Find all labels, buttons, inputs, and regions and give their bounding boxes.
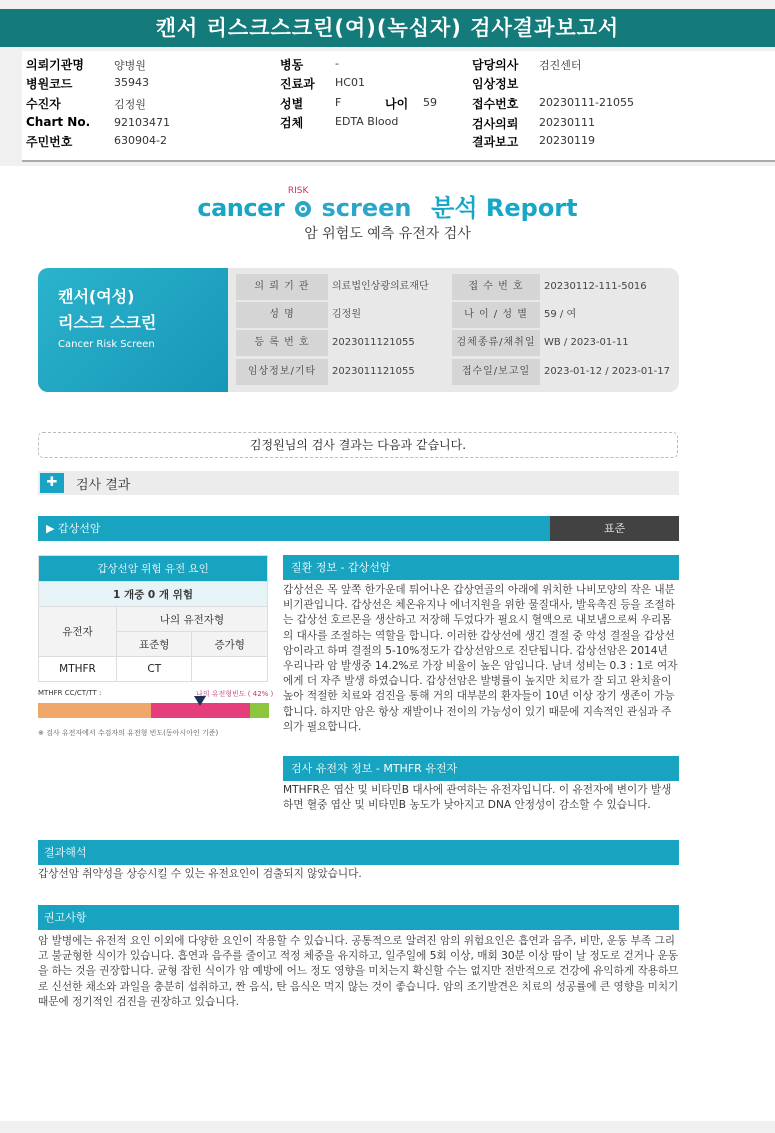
info-row	[38, 302, 679, 328]
info-value: 의료법인상광의료재단	[332, 281, 429, 292]
header-label: 접수번호	[472, 97, 519, 111]
header-value: 92103471	[114, 116, 170, 129]
disease-info-text: 갑상선은 목 앞쪽 한가운데 튀어나온 갑상연골의 아래에 위치한 나비모양의 작은 내분비기관입니다. 갑상선은 체온유지나 에너지원을 위한 물질대사, 발육촉진 등을 조절하는 갑상선 호르몬을 생산하고 저장해 두었다가 필요시 혈액으로 내보냄으로써 우리몸의 대사를 조절하는 역할을 합니다. 이러한 갑상선에 생긴 결절 중 악성 결절을 갑상선암이라고 하며 결절의 5-10%정도가 갑상선암으로 진단됩니다. 갑상선암은 2014년 우리나라 암 발생중 14.2%로 가장 비율이 높은 암입니다. 남녀 성비는 0.3 : 1로 여자에게 더 자주 발생 하였습니다. 갑상선암은 발병률이 높지만 치료가 잘 되고 완치율이 높아 적절한 치료와 검진을 통해 거의 대부분의 환자들이 10년 이상 장기 생존이 가능합니다. 하지만 암은 항상 재발이나 전이의 가능성이 있기 때문에 지속적인 관심과 주의가 필요합니다.	[283, 584, 678, 733]
logo-screen: screen	[321, 194, 412, 222]
advice-text: 암 발병에는 유전적 요인 이외에 다양한 요인이 작용할 수 있습니다. 공통적으로 알려진 암의 위험요인은 흡연과 음주, 비만, 운동 부족 그리고 불균형한 식이가 있습니다. 흡연과 음주를 줄이고 적정 체중을 유지하고, 일주일에 5회 이상, 매회 30분 이상 땀이 날 정도로 걷거나 운동을 하는 것을 권장합니다. 균형 잡힌 식이가 암 예방에 어느 정도 영향을 미치는지 확신할 수는 없지만 전반적으로 건강에 유익하게 작용하므로 신선한 채소와 과일을 충분히 섭취하고, 짠 음식, 탄 음식은 먹지 않는 것이 좋습니다. 암의 조기발견은 치료의 성공률에 큰 영향을 미치기 때문에 정기적인 검진을 권장하고 있습니다.	[38, 935, 679, 1008]
interpretation-text: 갑상선암 취약성을 상승시킬 수 있는 유전요인이 검출되지 않았습니다.	[38, 868, 362, 880]
header-value: 20230111-21055	[539, 96, 634, 109]
logo-cancer: cancer	[197, 194, 285, 222]
card-title-line2: 리스크 스크린	[58, 313, 157, 332]
result-message: 김정원님의 검사 결과는 다음과 같습니다.	[38, 432, 678, 458]
genotype-frequency-band	[38, 703, 269, 718]
header-value: F	[335, 96, 342, 109]
info-value: 2023-01-12 / 2023-01-17	[544, 366, 670, 377]
header-value: 검진센터	[539, 59, 582, 72]
header-value: 김정원	[114, 98, 146, 111]
section-title: 검사 결과	[76, 478, 131, 493]
report-subtitle: 암 위험도 예측 유전자 검사	[304, 226, 471, 242]
header-value: 20230111	[539, 116, 595, 129]
risk-gene-table	[38, 555, 268, 682]
age-value: 59	[423, 96, 437, 109]
header-value: 630904-2	[114, 134, 167, 147]
my-genotype-header: 나의 유전자형	[117, 607, 268, 632]
band-segment	[38, 703, 151, 718]
band-segment	[250, 703, 269, 718]
header-label: 담당의사	[472, 58, 519, 72]
status-badge: 표준	[550, 516, 679, 541]
table-row	[39, 657, 268, 682]
increased-value	[192, 657, 268, 682]
gene-info-text: MTHFR은 엽산 및 비타민B 대사에 관여하는 유전자입니다. 이 유전자에 변이가 발생하면 혈중 엽산 및 비타민B 농도가 낮아지고 DNA 안정성이 감소할 수 있습니다.	[283, 784, 672, 812]
thyroid-cancer-bar: ▶ 갑상선암	[38, 516, 550, 541]
info-value: WB / 2023-01-11	[544, 337, 629, 348]
header-value: 양병원	[114, 59, 146, 72]
info-label: 의 뢰 기 관	[236, 274, 328, 300]
header-label: Chart No.	[26, 115, 91, 129]
genotype-value: CT	[117, 657, 192, 682]
analysis-report	[0, 166, 775, 1121]
report-title: 캔서 리스크스크린(여)(녹십자) 검사결과보고서	[0, 9, 775, 47]
info-row	[38, 274, 679, 300]
interpretation-header: 결과해석	[38, 840, 679, 865]
info-value: 20230112-111-5016	[544, 281, 647, 292]
gene-name: MTHFR	[39, 657, 117, 682]
header-label: 성별	[280, 97, 304, 111]
info-label: 접수일/보고일	[452, 359, 540, 385]
header-label: 병원코드	[26, 77, 73, 91]
header-value: EDTA Blood	[335, 115, 399, 128]
info-label: 임상정보/기타	[236, 359, 328, 385]
card-title-line1: 캔서(여성)	[58, 287, 135, 306]
info-row	[38, 359, 679, 385]
band-left-label: MTHFR CC/CT/TT :	[38, 689, 102, 697]
header-label: 의뢰기관명	[26, 58, 84, 72]
info-label: 성 명	[236, 302, 328, 328]
header-label: 검사의뢰	[472, 117, 519, 131]
increased-type-header: 증가형	[192, 632, 268, 657]
genotype-marker-icon	[194, 696, 206, 706]
disease-info-header: 질환 정보 - 갑상선암	[283, 555, 679, 580]
header-label: 임상정보	[472, 77, 519, 91]
risk-target-icon	[287, 186, 314, 222]
header-divider	[22, 160, 775, 162]
section-header-results	[38, 471, 679, 495]
table-header: 갑상선암 위험 유전 요인	[39, 556, 268, 582]
logo-report: 분석 Report	[431, 194, 578, 222]
info-label: 등 록 번 호	[236, 330, 328, 356]
header-label: 검체	[280, 116, 304, 130]
header-label: 결과보고	[472, 135, 519, 149]
info-value: 김정원	[332, 309, 361, 320]
info-row	[38, 330, 679, 356]
gene-info-header: 검사 유전자 정보 - MTHFR 유전자	[283, 756, 679, 781]
info-label: 검체종류/채취일	[452, 330, 540, 356]
advice-header: 권고사항	[38, 905, 679, 930]
info-value: 59 / 여	[544, 309, 577, 320]
band-frequency-label: 나의 유전형빈도 ( 42% )	[196, 690, 274, 698]
info-label: 접 수 번 호	[452, 274, 540, 300]
patient-header	[22, 51, 775, 161]
age-label: 나이	[385, 97, 409, 111]
header-value: HC01	[335, 76, 365, 89]
header-value: 20230119	[539, 134, 595, 147]
header-label: 주민번호	[26, 135, 73, 149]
risk-count: 1 개중 0 개 위험	[39, 582, 268, 607]
info-label: 나 이 / 성 별	[452, 302, 540, 328]
info-value: 2023011121055	[332, 366, 415, 377]
frequency-footnote: ※ 검사 유전자에서 수검자의 유전형 빈도(동아시아인 기준)	[38, 729, 219, 737]
card-title-english: Cancer Risk Screen	[58, 339, 155, 350]
logo-risk: RISK	[287, 186, 309, 196]
header-label: 병동	[280, 58, 304, 72]
header-label: 진료과	[280, 77, 315, 91]
header-label: 수진자	[26, 97, 61, 111]
header-value: -	[335, 57, 339, 70]
cancer-screen-logo	[0, 188, 775, 223]
medical-plus-icon: ✚	[40, 473, 64, 493]
info-value: 2023011121055	[332, 337, 415, 348]
standard-type-header: 표준형	[117, 632, 192, 657]
header-value: 35943	[114, 76, 149, 89]
gene-column-header: 유전자	[39, 607, 117, 657]
patient-info-card	[38, 268, 679, 392]
